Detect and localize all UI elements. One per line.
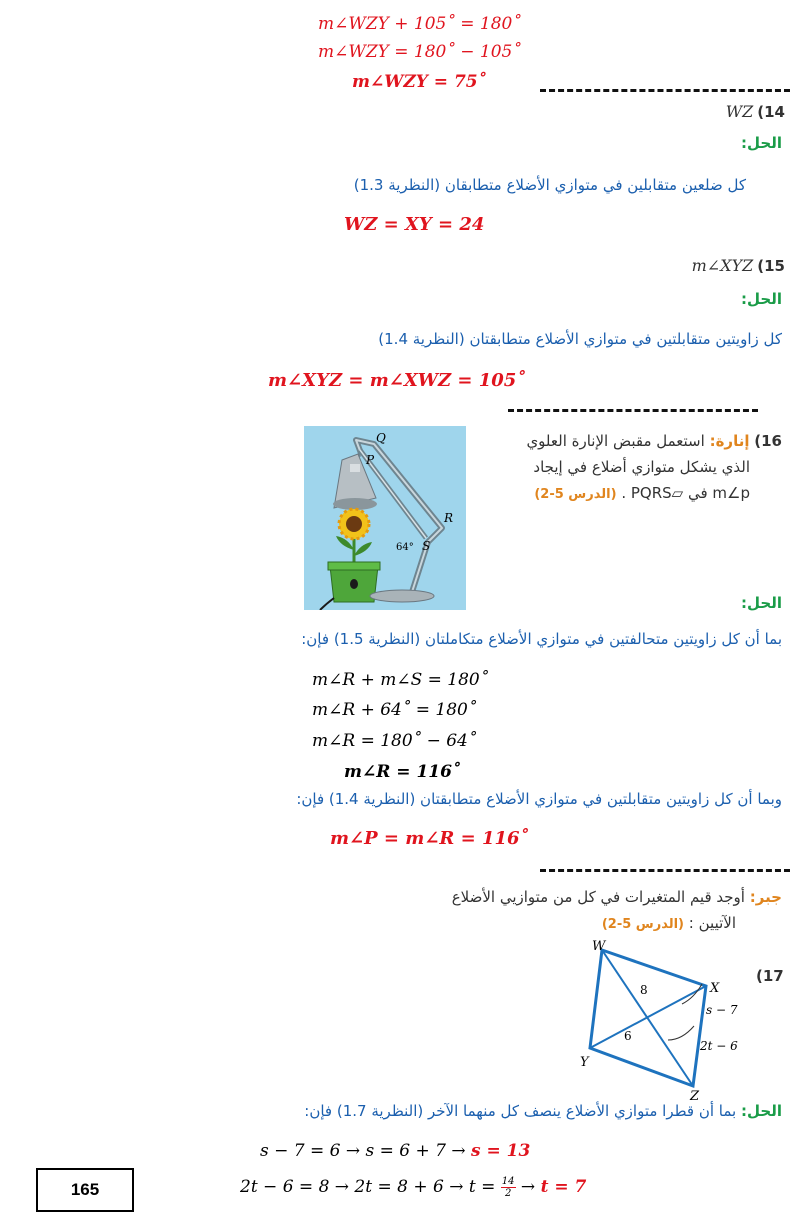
q16-step-2: m∠R + 64˚ = 180˚ <box>312 700 477 720</box>
q17-line-2-arrow: → <box>515 1177 541 1197</box>
q15-solution-label: الحل: <box>741 290 782 308</box>
q16-keyword: إنارة: <box>709 432 750 450</box>
q17-number: (17 <box>756 967 784 985</box>
q15-answer: m∠XYZ = m∠XWZ = 105˚ <box>268 370 526 391</box>
q14-reason: كل ضلعين متقابلين في متوازي الأضلاع متطابقان (النظرية 1.3) <box>353 176 746 194</box>
q16-text-line-1: استعمل مقبض الإنارة العلوي <box>526 432 705 450</box>
work-line-3: m∠WZY = 75˚ <box>352 72 487 92</box>
figure-label-r: R <box>444 511 454 525</box>
q16-text-line-3: m∠p في ▱PQRS . <box>621 484 750 502</box>
fraction-denominator: 2 <box>504 1188 512 1199</box>
q15-reason: كل زاويتين متقابلتين في متوازي الأضلاع متطابقتان (النظرية 1.4) <box>378 330 782 348</box>
fraction-numerator: 14 <box>501 1176 515 1187</box>
q16-step-3: m∠R = 180˚ − 64˚ <box>312 731 477 751</box>
algebra-lesson: (الدرس 5-2) <box>601 917 685 932</box>
q17-reason: بما أن قطرا متوازي الأضلاع ينصف كل منهما الآخر (النظرية 1.7) فإن: <box>304 1102 737 1120</box>
q16-solution-label: الحل: <box>741 594 782 612</box>
q16-number: 16) <box>754 432 782 450</box>
q16-reason-1: بما أن كل زاويتين متحالفتين في متوازي الأضلاع متكاملتان (النظرية 1.5) فإن: <box>301 630 782 648</box>
q17-line-1-start: s − 7 = 6 → s = 6 + 7 → <box>260 1141 472 1161</box>
algebra-instructions <box>452 884 782 938</box>
work-line-1: m∠WZY + 105˚ = 180˚ <box>318 14 521 34</box>
q17-line-2 <box>240 1176 586 1199</box>
separator-3 <box>540 869 790 872</box>
segment-label-8: 8 <box>640 983 648 997</box>
vertex-label-w: W <box>592 939 606 954</box>
q16-problem <box>526 428 782 508</box>
q17-solution <box>304 1102 782 1120</box>
q14-header <box>726 102 785 122</box>
q17-solution-label: الحل: <box>741 1102 782 1120</box>
q15-number: (15 <box>757 257 785 275</box>
q15-variable: m∠XYZ <box>691 256 754 275</box>
figure-label-angle: 64° <box>396 542 414 553</box>
figure-label-s: S <box>422 539 431 553</box>
lamp-figure <box>304 426 466 610</box>
parallelogram-figure <box>576 936 752 1100</box>
separator-1 <box>540 89 790 92</box>
vertex-label-x: X <box>710 981 720 996</box>
algebra-text-line-2: الآتيين : <box>688 914 736 932</box>
algebra-text-line-1: أوجد قيم المتغيرات في كل من متوازيي الأضلاع <box>451 888 745 906</box>
q17-line-1 <box>260 1141 530 1161</box>
figure-label-q: Q <box>376 431 386 445</box>
q14-number: (14 <box>757 103 785 121</box>
q17-fraction <box>501 1176 516 1199</box>
segment-label-s-expr: s − 7 <box>706 1003 738 1017</box>
q17-result-s: s = 13 <box>471 1141 531 1161</box>
algebra-keyword: جبر: <box>749 888 782 906</box>
q14-solution-label: الحل: <box>741 134 782 152</box>
q17-result-t: t = 7 <box>540 1177 587 1197</box>
q16-step-1: m∠R + m∠S = 180˚ <box>312 670 489 690</box>
q16-reason-2: وبما أن كل زاويتين متقابلتين في متوازي الأضلاع متطابقتان (النظرية 1.4) فإن: <box>296 790 782 808</box>
page-number: 165 <box>36 1168 134 1212</box>
vertex-label-y: Y <box>580 1055 589 1070</box>
q17-line-2-start: 2t − 6 = 8 → 2t = 8 + 6 → t = <box>240 1177 501 1197</box>
figure-label-p: P <box>366 453 375 467</box>
q14-answer: WZ = XY = 24 <box>344 214 485 235</box>
q16-text-line-2: الذي يشكل متوازي أضلاع في إيجاد <box>533 458 750 476</box>
separator-2 <box>508 409 758 412</box>
q16-answer: m∠P = m∠R = 116˚ <box>330 828 529 849</box>
q15-header <box>692 256 785 276</box>
segment-label-t-expr: 2t − 6 <box>700 1039 738 1053</box>
q16-step-4: m∠R = 116˚ <box>344 762 461 782</box>
segment-label-6: 6 <box>624 1029 632 1043</box>
work-line-2: m∠WZY = 180˚ − 105˚ <box>318 42 521 62</box>
q16-lesson: (الدرس 5-2) <box>534 487 617 502</box>
vertex-label-z: Z <box>690 1089 700 1100</box>
q14-variable: WZ <box>725 102 754 121</box>
